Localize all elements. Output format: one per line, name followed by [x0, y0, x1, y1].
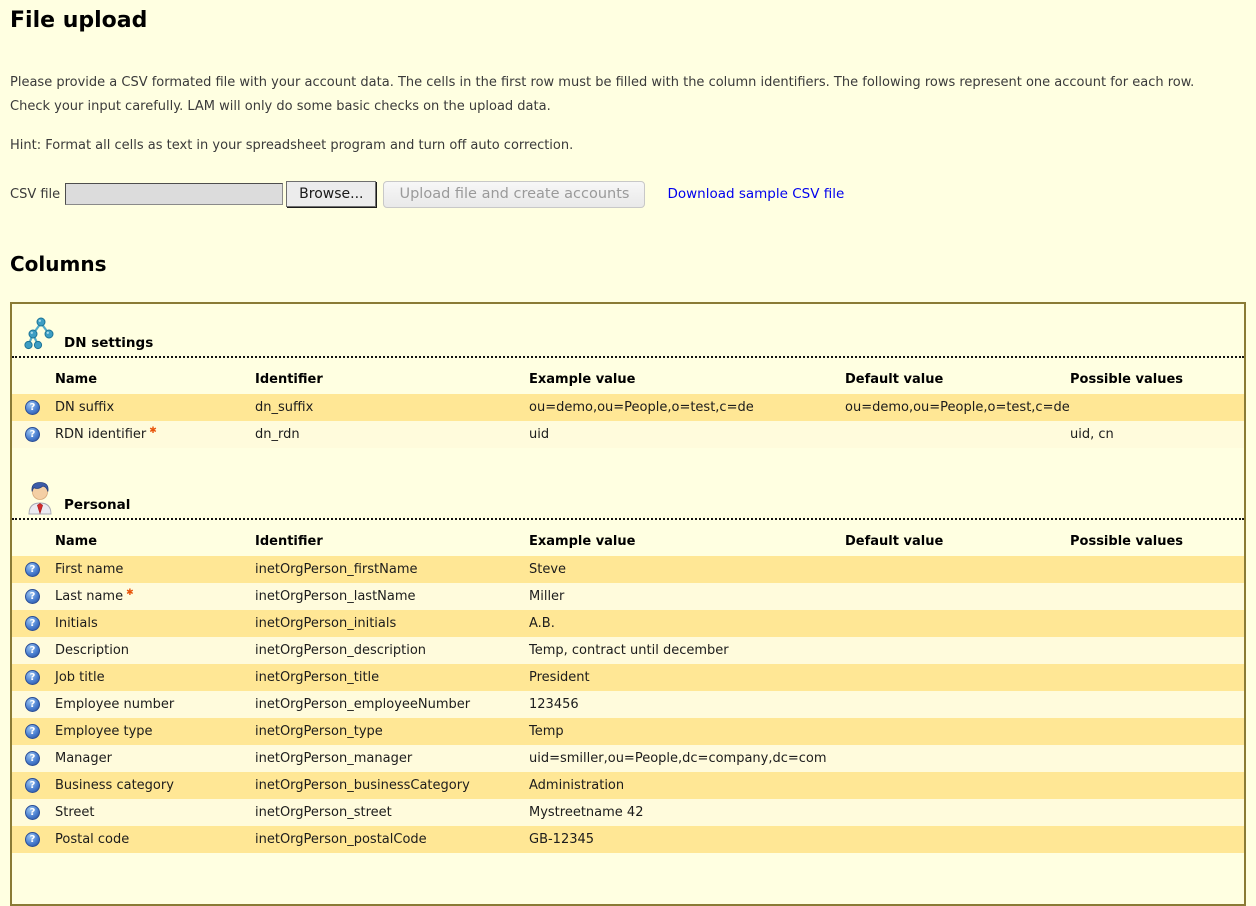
column-section	[12, 304, 1244, 448]
column-header-identifier: Identifier	[255, 534, 323, 549]
table-header-row	[12, 358, 1244, 394]
intro-line-2: Check your input carefully. LAM will only do some basic checks on the upload data.	[10, 99, 551, 114]
table-row	[12, 637, 1244, 664]
columns-table	[10, 302, 1246, 906]
column-example: uid	[529, 427, 550, 442]
column-header-default: Default value	[845, 372, 944, 387]
help-icon[interactable]: ?	[25, 427, 40, 442]
column-identifier: inetOrgPerson_manager	[255, 751, 413, 766]
required-marker: ✱	[126, 588, 134, 598]
column-name: Last name	[55, 589, 124, 604]
column-name: Description	[55, 643, 130, 658]
hint-text: Hint: Format all cells as text in your spreadsheet program and turn off auto correction.	[10, 138, 574, 153]
column-header-name: Name	[55, 534, 98, 549]
download-sample-link[interactable]: Download sample CSV file	[667, 186, 845, 202]
column-example: President	[529, 670, 590, 685]
column-header-name: Name	[55, 372, 98, 387]
column-name: Business category	[55, 778, 174, 793]
help-icon[interactable]: ?	[25, 589, 40, 604]
intro-line-1: Please provide a CSV formated file with your account data. The cells in the first row must be filled with the column identifiers. The following rows represent one account for each row.	[10, 75, 1195, 90]
table-row	[12, 718, 1244, 745]
intro-text	[10, 71, 1246, 119]
column-example: A.B.	[529, 616, 555, 631]
column-name: Initials	[55, 616, 98, 631]
help-icon[interactable]: ?	[25, 778, 40, 793]
column-section	[12, 448, 1244, 853]
column-example: Mystreetname 42	[529, 805, 644, 820]
help-icon[interactable]: ?	[25, 724, 40, 739]
column-example: 123456	[529, 697, 579, 712]
columns-heading: Columns	[10, 252, 107, 276]
table-row	[12, 691, 1244, 718]
column-name: DN suffix	[55, 400, 115, 415]
upload-button[interactable]: Upload file and create accounts	[383, 181, 645, 208]
column-example: Administration	[529, 778, 625, 793]
tree-icon	[24, 316, 58, 354]
column-identifier: inetOrgPerson_title	[255, 670, 380, 685]
help-icon[interactable]: ?	[25, 670, 40, 685]
table-row	[12, 826, 1244, 853]
section-title: DN settings	[64, 335, 154, 351]
help-icon[interactable]: ?	[25, 832, 40, 847]
column-name: Manager	[55, 751, 112, 766]
column-default: ou=demo,ou=People,o=test,c=de	[845, 400, 1070, 415]
section-title: Personal	[64, 497, 131, 513]
table-row	[12, 421, 1244, 448]
help-icon[interactable]: ?	[25, 697, 40, 712]
help-icon[interactable]: ?	[25, 805, 40, 820]
page-title: File upload	[10, 8, 148, 33]
column-identifier: dn_rdn	[255, 427, 300, 442]
column-possible: uid, cn	[1070, 427, 1114, 442]
column-name: Employee type	[55, 724, 153, 739]
section-header	[12, 304, 1244, 358]
column-identifier: inetOrgPerson_type	[255, 724, 383, 739]
column-header-possible: Possible values	[1070, 534, 1184, 549]
column-identifier: inetOrgPerson_street	[255, 805, 392, 820]
column-identifier: inetOrgPerson_employeeNumber	[255, 697, 471, 712]
help-icon[interactable]: ?	[25, 616, 40, 631]
column-name: Postal code	[55, 832, 130, 847]
table-row	[12, 799, 1244, 826]
help-icon[interactable]: ?	[25, 643, 40, 658]
help-icon[interactable]: ?	[25, 400, 40, 415]
section-header	[12, 448, 1244, 520]
column-example: uid=smiller,ou=People,dc=company,dc=com	[529, 751, 827, 766]
table-row	[12, 664, 1244, 691]
table-row	[12, 745, 1244, 772]
column-example: ou=demo,ou=People,o=test,c=de	[529, 400, 754, 415]
column-example: Steve	[529, 562, 567, 577]
table-row	[12, 772, 1244, 799]
file-upload-page	[0, 8, 1256, 906]
column-identifier: inetOrgPerson_businessCategory	[255, 778, 470, 793]
column-header-default: Default value	[845, 534, 944, 549]
user-icon	[24, 478, 58, 516]
help-icon[interactable]: ?	[25, 562, 40, 577]
help-icon[interactable]: ?	[25, 751, 40, 766]
column-identifier: inetOrgPerson_initials	[255, 616, 397, 631]
column-name: RDN identifier	[55, 427, 147, 442]
column-identifier: inetOrgPerson_lastName	[255, 589, 416, 604]
column-name: First name	[55, 562, 124, 577]
column-header-example: Example value	[529, 372, 636, 387]
column-example: Miller	[529, 589, 565, 604]
table-row	[12, 583, 1244, 610]
table-row	[12, 610, 1244, 637]
column-name: Street	[55, 805, 95, 820]
table-row	[12, 394, 1244, 421]
column-name: Job title	[55, 670, 105, 685]
column-identifier: dn_suffix	[255, 400, 314, 415]
column-header-possible: Possible values	[1070, 372, 1184, 387]
column-example: Temp	[529, 724, 564, 739]
browse-button[interactable]: Browse...	[286, 181, 376, 207]
required-marker: ✱	[149, 426, 157, 436]
column-identifier: inetOrgPerson_firstName	[255, 562, 418, 577]
upload-controls	[10, 180, 1246, 208]
column-header-example: Example value	[529, 534, 636, 549]
table-row	[12, 556, 1244, 583]
column-identifier: inetOrgPerson_postalCode	[255, 832, 427, 847]
csv-file-label: CSV file	[10, 186, 61, 202]
column-name: Employee number	[55, 697, 175, 712]
csv-file-input[interactable]	[65, 183, 283, 205]
table-header-row	[12, 520, 1244, 556]
column-example: Temp, contract until december	[529, 643, 729, 658]
column-header-identifier: Identifier	[255, 372, 323, 387]
column-example: GB-12345	[529, 832, 595, 847]
column-identifier: inetOrgPerson_description	[255, 643, 427, 658]
